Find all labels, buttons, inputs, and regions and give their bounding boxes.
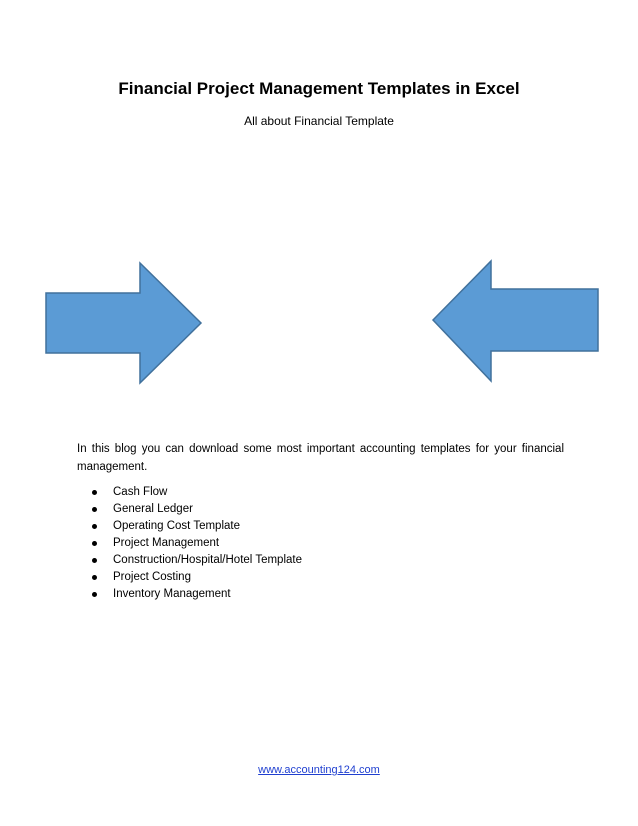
intro-paragraph: In this blog you can download some most important accounting templates for your financial management. [77,443,564,473]
document-title: Financial Project Management Templates in Excel [118,79,520,98]
arrow-left-icon [430,259,600,384]
bullet-dot-icon [92,575,97,580]
list-item-label: Inventory Management [113,588,231,600]
bullet-dot-icon [92,524,97,529]
bullet-dot-icon [92,507,97,512]
list-item [92,484,302,501]
list-item [92,552,302,569]
list-item [92,501,302,518]
list-item-label: Construction/Hospital/Hotel Template [113,554,302,566]
list-item [92,569,302,586]
footer-website-link[interactable]: www.accounting124.com [258,764,380,776]
bullet-dot-icon [92,592,97,597]
list-item-label: Cash Flow [113,486,168,498]
arrow-right-icon [44,261,204,385]
bullet-dot-icon [92,541,97,546]
bullet-dot-icon [92,558,97,563]
list-item-label: Operating Cost Template [113,520,240,532]
list-item-label: Project Costing [113,571,191,583]
template-list [92,484,302,603]
list-item-label: Project Management [113,537,220,549]
list-item [92,586,302,603]
document-subtitle: All about Financial Template [244,114,394,128]
list-item-label: General Ledger [113,503,193,515]
list-item [92,535,302,552]
list-item [92,518,302,535]
bullet-dot-icon [92,490,97,495]
